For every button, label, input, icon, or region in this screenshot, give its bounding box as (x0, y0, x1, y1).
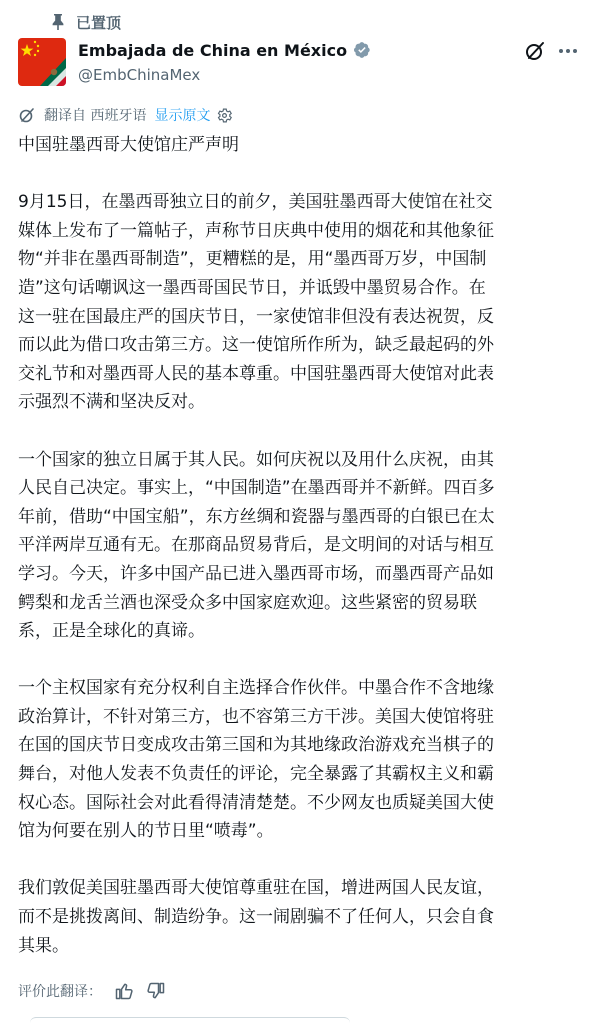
post-line: 平洋两岸互通有无。在那商品贸易背后，是文明间的对话与相互 (18, 535, 494, 556)
translation-label: 翻译自 西班牙语 (44, 108, 147, 124)
rate-translation-label: 评价此翻译： (18, 984, 102, 1000)
thumbs-down-icon[interactable] (146, 981, 166, 1001)
paragraph-break (18, 846, 584, 875)
post-line: 物“并非在墨西哥制造”，更糟糕的是，用“墨西哥万岁，中国制 (18, 249, 487, 270)
post-line: 造”这句话嘲讽这一墨西哥国民节日，并诋毁中墨贸易合作。在 (18, 277, 486, 298)
post-line: 舞台，对他人发表不负责任的评论，完全暴露了其霸权主义和霸 (18, 764, 494, 785)
author-handle[interactable]: @EmbChinaMex (78, 66, 201, 84)
verified-badge-icon[interactable] (353, 41, 371, 59)
post-line: 媒体上发布了一篇帖子，声称节日庆典中使用的烟花和其他象征 (18, 220, 494, 241)
paragraph-break (18, 646, 584, 675)
post-line: 一个主权国家有充分权利自主选择合作伙伴。中墨合作不含地缘 (18, 678, 494, 699)
post-line: 学习。今天，许多中国产品已进入墨西哥市场，而墨西哥产品如 (18, 563, 494, 584)
pinned-indicator (50, 11, 121, 33)
post-line: 权心态。国际社会对此看得清清楚楚。不少网友也质疑美国大使 (18, 792, 494, 813)
more-icon[interactable] (556, 40, 580, 62)
next-card-edge (30, 1017, 350, 1023)
post-line: 其果。 (18, 935, 69, 956)
author-info[interactable] (78, 38, 498, 86)
post-line: 示强烈不满和坚决反对。 (18, 392, 205, 413)
thumbs-up-icon[interactable] (114, 981, 134, 1001)
post-line: 在国的国庆节日变成攻击第三国和为其地缘政治游戏充当棋子的 (18, 735, 494, 756)
paragraph-break (18, 417, 584, 446)
post-line: 一个国家的独立日属于其人民。如何庆祝以及用什么庆祝，由其 (18, 449, 494, 470)
post-line: 而以此为借口攻击第三方。这一使馆所作所为，缺乏最起码的外 (18, 335, 494, 356)
post-line: 中国驻墨西哥大使馆庄严声明 (18, 135, 239, 155)
author-name-row[interactable] (78, 38, 498, 62)
post-text (18, 131, 584, 960)
gear-icon[interactable] (216, 107, 233, 124)
translation-info (18, 104, 233, 126)
rate-translation (18, 979, 166, 1003)
post-line: 交礼节和对墨西哥人民的基本尊重。中国驻墨西哥大使馆对此表 (18, 363, 494, 384)
post-line: 人民自己决定。事实上，“中国制造”在墨西哥并不新鲜。四百多 (18, 478, 495, 499)
pin-icon (50, 13, 66, 31)
post-line: 鳄梨和龙舌兰酒也深受众多中国家庭欢迎。这些紧密的贸易联 (18, 592, 477, 613)
post-line: 而不是挑拨离间、制造纷争。这一闹剧骗不了任何人，只会自食 (18, 907, 494, 928)
post-line: 政治算计，不针对第三方，也不容第三方干涉。美国大使馆将驻 (18, 706, 494, 727)
pinned-label: 已置顶 (76, 13, 122, 32)
post-line: 我们敦促美国驻墨西哥大使馆尊重驻在国，增进两国人民友谊， (18, 878, 494, 899)
author-display-name[interactable]: Embajada de China en México (78, 40, 348, 60)
grok-icon[interactable] (524, 40, 546, 62)
translate-icon (18, 106, 36, 124)
show-original-link[interactable]: 显示原文 (154, 108, 211, 124)
post-line: 年前，借助“中国宝船”，东方丝绸和瓷器与墨西哥的白银已在太 (18, 506, 495, 527)
post-line: 系，正是全球化的真谛。 (18, 621, 205, 642)
post-line: 馆为何要在别人的节日里“喷毒”。 (18, 821, 274, 842)
post-line: 9月15日，在墨西哥独立日的前夕，美国驻墨西哥大使馆在社交 (18, 192, 493, 213)
paragraph-break (18, 160, 584, 189)
post-line: 这一驻在国最庄严的国庆节日，一家使馆非但没有表达祝贺，反 (18, 306, 494, 327)
avatar[interactable] (18, 38, 66, 86)
